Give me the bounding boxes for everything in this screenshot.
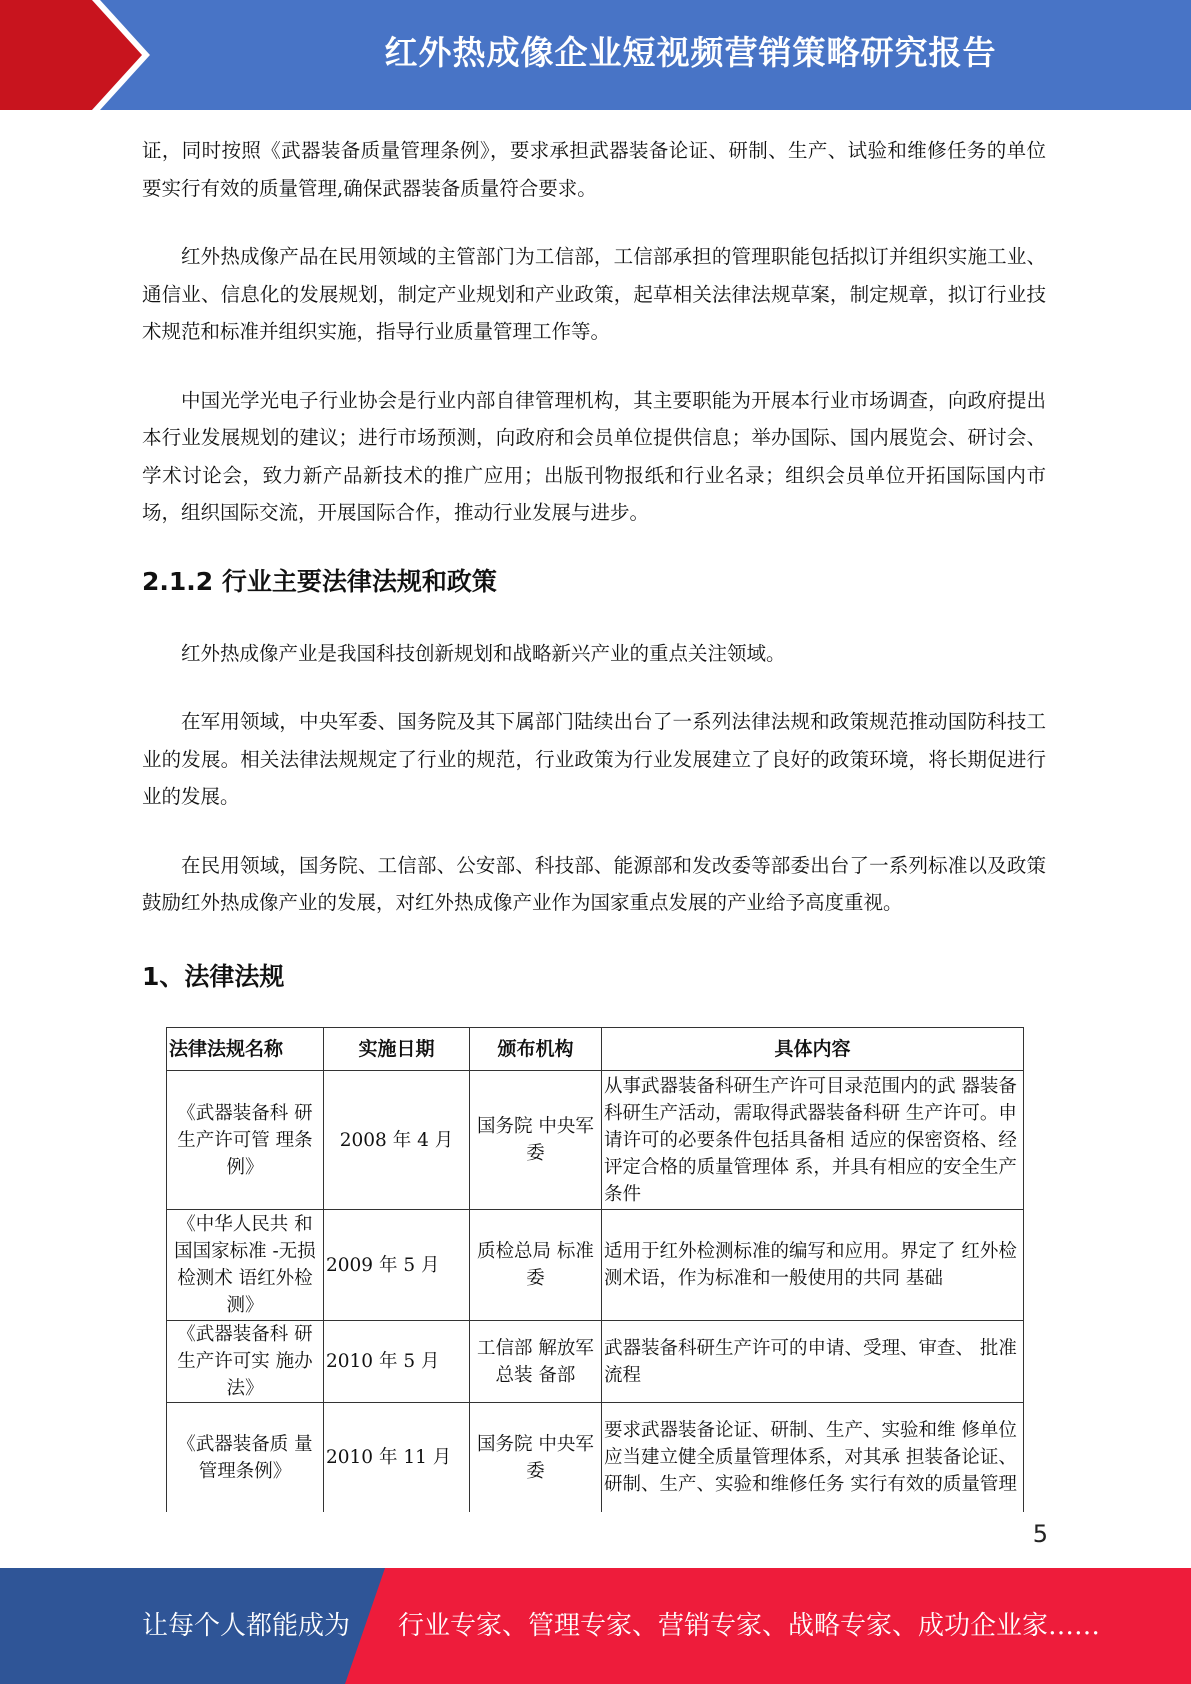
table-row [167,1403,1024,1513]
section-heading-laws-policies: 2.1.2 行业主要法律法规和政策 [142,566,497,596]
law-date-cell: 2009 年 5 月 [324,1210,470,1321]
table-header-name: 法律法规名称 [167,1028,324,1071]
table-row [167,1210,1024,1321]
table-page-break [160,1512,1040,1542]
law-name-cell: 《武器装备科 研生产许可实 施办法》 [167,1321,324,1403]
header-arrow-decoration [0,0,150,110]
table-header-row [167,1028,1024,1071]
law-name-cell: 《武器装备质 量管理条例》 [167,1403,324,1513]
footer-slogan-right: 行业专家、管理专家、营销专家、战略专家、成功企业家…… [398,1611,1101,1641]
law-date-cell: 2010 年 11 月 [324,1403,470,1513]
law-content-cell: 适用于红外检测标准的编写和应用。界定了 红外检测术语，作为标准和一般使用的共同 基础 [602,1210,1024,1321]
law-content-cell: 武器装备科研生产许可的申请、受理、审查、 批准流程 [602,1321,1024,1403]
table-header-org: 颁布机构 [470,1028,602,1071]
law-org-cell: 工信部 解放军总装 备部 [470,1321,602,1403]
law-content-cell: 要求武器装备论证、研制、生产、实验和维 修单位应当建立健全质量管理体系，对其承 担装备论证、研制、生产、实验和维修任务 实行有效的质量管理 [602,1403,1024,1513]
page-footer [0,1568,1191,1684]
law-content-cell: 从事武器装备科研生产许可目录范围内的武 器装备科研生产活动，需取得武器装备科研 生产许可。申请许可的必要条件包括具备相 适应的保密资格、经评定合格的质量管理体 系，并具有相应的安全生产条件 [602,1071,1024,1210]
paragraph-industry-association: 中国光学光电子行业协会是行业内部自律管理机构，其主要职能为开展本行业市场调查，向政府提出本行业发展规划的建议；进行市场预测，向政府和会员单位提供信息；举办国际、国内展览会、研讨会、学术讨论会，致力新产品新技术的推广应用；出版刊物报纸和行业名录；组织会员单位开拓国际国内市场，组织国际交流，开展国际合作，推动行业发展与进步。 [142,388,1046,524]
footer-slogan-left: 让每个人都能成为 [142,1611,351,1641]
law-name-cell: 《中华人民共 和国国家标准 -无损检测术 语红外检测》 [167,1210,324,1321]
page-header [0,0,1191,110]
paragraph-civil-field: 在民用领域，国务院、工信部、公安部、科技部、能源部和发改委等部委出台了一系列标准以及政策鼓励红外热成像产业的发展，对红外热成像产业作为国家重点发展的产业给予高度重视。 [142,853,1046,914]
paragraph-continuation: 证，同时按照《武器装备质量管理条例》，要求承担武器装备论证、研制、生产、试验和维修任务的单位要实行有效的质量管理,确保武器装备质量符合要求。 [142,139,1046,200]
paragraph-civil-authority: 红外热成像产品在民用领域的主管部门为工信部，工信部承担的管理职能包括拟订并组织实施工业、通信业、信息化的发展规划，制定产业规划和产业政策，起草相关法律法规草案，制定规章，拟订行业技术规范和标准并组织实施，指导行业质量管理工作等。 [142,245,1046,343]
table-header-content: 具体内容 [602,1028,1024,1071]
subheading-laws: 1、法律法规 [142,961,285,991]
table-row [167,1321,1024,1403]
paragraph-military-field: 在军用领域，中央军委、国务院及其下属部门陆续出台了一系列法律法规和政策规范推动国防科技工业的发展。相关法律法规规定了行业的规范，行业政策为行业发展建立了良好的政策环境，将长期促进行业的发展。 [142,710,1046,808]
table-row [167,1071,1024,1210]
law-name-cell: 《武器装备科 研生产许可管 理条例》 [167,1071,324,1210]
page-number: 5 [1032,1520,1048,1548]
laws-table [166,1027,1024,1513]
law-org-cell: 质检总局 标准委 [470,1210,602,1321]
law-date-cell: 2010 年 5 月 [324,1321,470,1403]
law-date-cell: 2008 年 4 月 [324,1071,470,1210]
table-header-date: 实施日期 [324,1028,470,1071]
paragraph-key-field: 红外热成像产业是我国科技创新规划和战略新兴产业的重点关注领域。 [181,641,786,665]
main-content [142,132,1046,993]
report-title: 红外热成像企业短视频营销策略研究报告 [384,33,997,72]
law-org-cell: 国务院 中央军委 [470,1071,602,1210]
law-org-cell: 国务院 中央军委 [470,1403,602,1513]
